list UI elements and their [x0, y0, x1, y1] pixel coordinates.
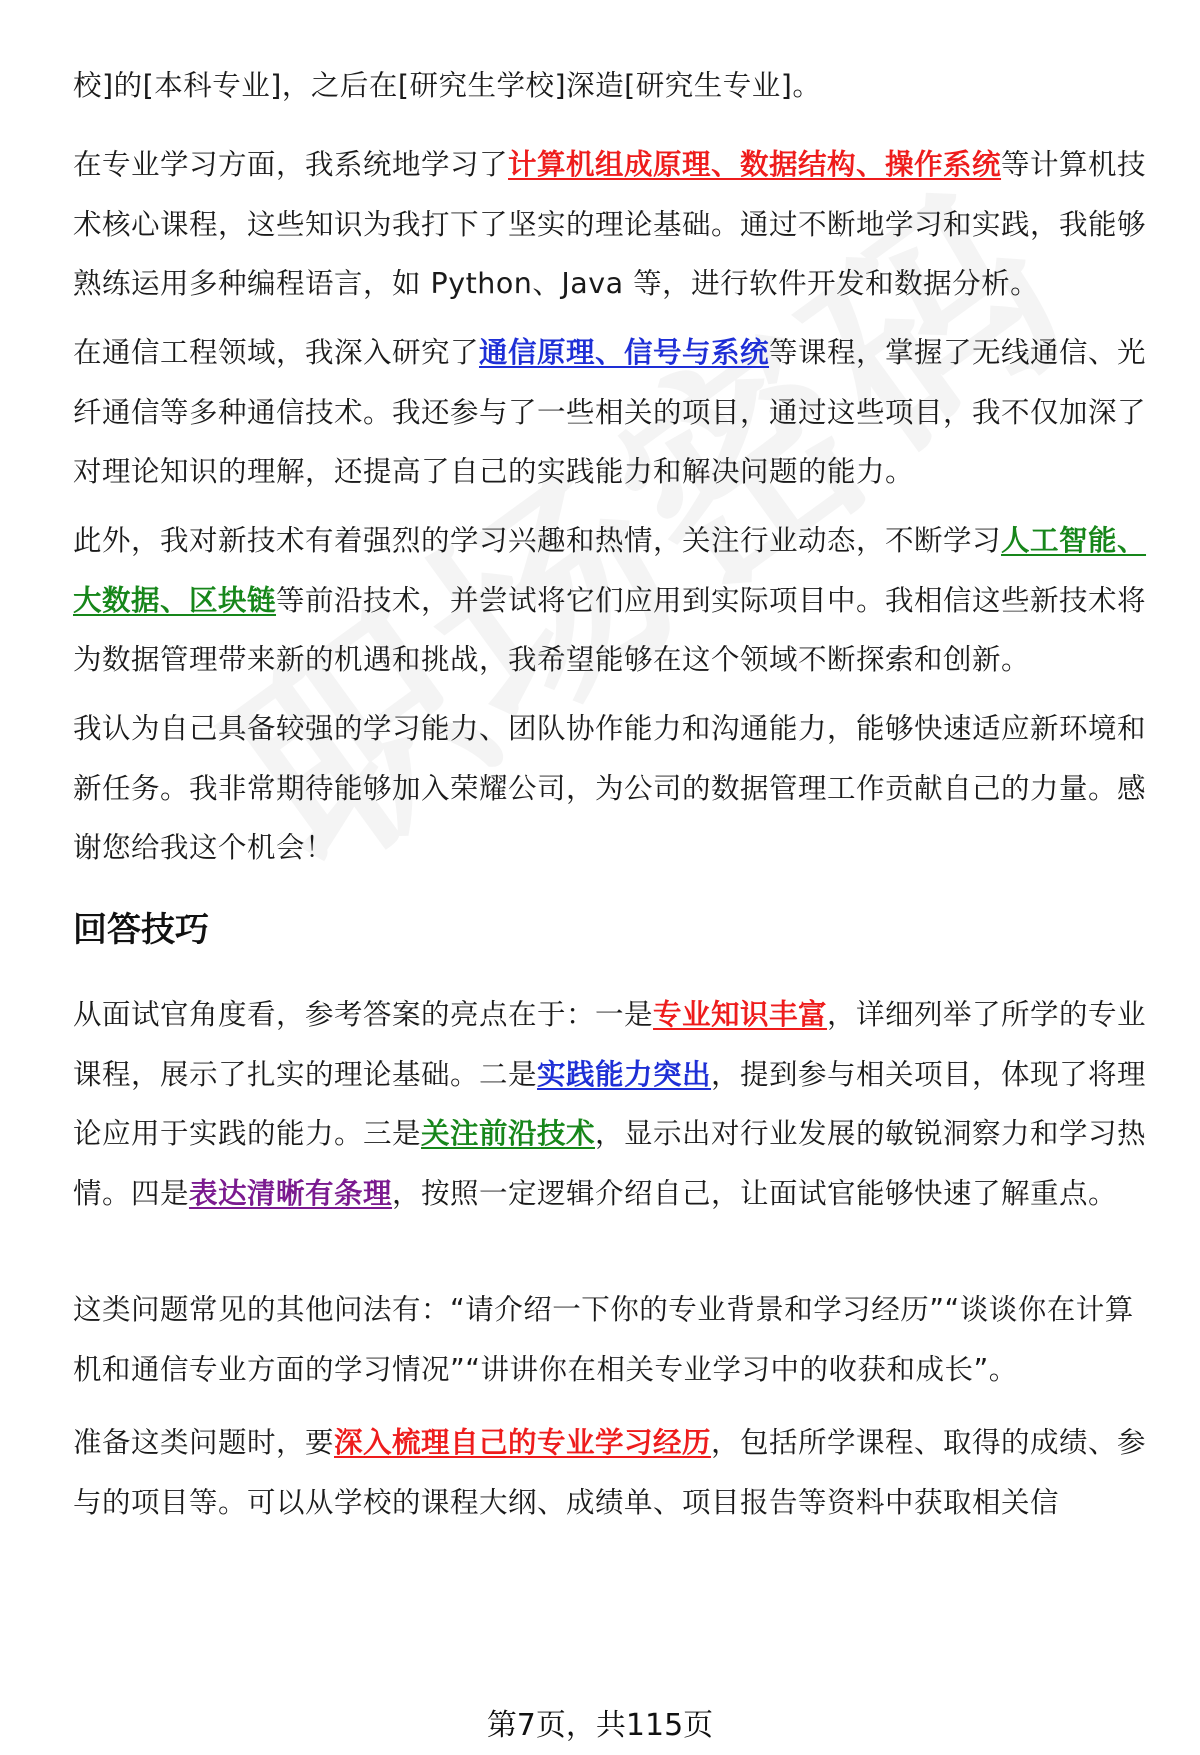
- paragraph-text: 等前沿技术，并尝试将它们应用到实际项目中。我相信这些新技术将为数据管理带来新的机遇和挑战，我希望能够在这个领域不断探索和创新。: [73, 583, 1147, 676]
- highlight-preparation: 深入梳理自己的专业学习经历: [334, 1426, 712, 1459]
- highlight-practice: 实践能力突出: [537, 1057, 712, 1091]
- highlight-knowledge: 专业知识丰富: [653, 998, 828, 1031]
- paragraph-text: ，显示出对行业发展的敏锐洞察力和学习热情。四是: [73, 1117, 1147, 1210]
- paragraph-self-assessment: [73, 699, 1148, 878]
- paragraph-text: ，提到参与相关项目，体现了将理论应用于实践的能力。三是: [73, 1057, 1147, 1150]
- paragraph-text: 等计算机技术核心课程，这些知识为我打下了坚实的理论基础。通过不断地学习和实践，我能够熟练运用多种编程语言，如 Python、Java 等，进行软件开发和数据分析。: [73, 148, 1147, 300]
- highlight-comm-courses: 通信原理、信号与系统: [479, 336, 770, 369]
- highlight-clarity: 表达清晰有条理: [189, 1176, 393, 1210]
- section-heading: [73, 902, 1148, 951]
- paragraph-other-questions: [73, 1280, 1148, 1399]
- paragraph-text: 从面试官角度看，参考答案的亮点在于：一是: [73, 998, 654, 1031]
- paragraph-text: 准备这类问题时，要: [73, 1426, 335, 1459]
- highlight-cs-courses: 计算机组成原理、数据结构、操作系统: [508, 148, 1002, 181]
- paragraph-text: 我认为自己具备较强的学习能力、团队协作能力和沟通能力，能够快速适应新环境和新任务。我非常期待能够加入荣耀公司，为公司的数据管理工作贡献自己的力量。感谢您给我这个机会！: [73, 712, 1147, 864]
- paragraph-text: ，按照一定逻辑介绍自己，让面试官能够快速了解重点。: [392, 1176, 1118, 1210]
- paragraph-text: ，包括所学课程、取得的成绩、参与的项目等。可以从学校的课程大纲、成绩单、项目报告等资料中获取相关信: [73, 1426, 1147, 1519]
- paragraph-highlights: [73, 985, 1148, 1223]
- paragraph-text: ，详细列举了所学的专业课程，展示了扎实的理论基础。二是: [73, 998, 1147, 1091]
- paragraph-text: 在专业学习方面，我系统地学习了: [73, 148, 509, 181]
- paragraph-text: 在通信工程领域，我深入研究了: [73, 336, 480, 369]
- paragraph-new-tech: [73, 511, 1148, 690]
- highlight-frontier-tech: 人工智能、大数据、区块链: [73, 524, 1147, 617]
- paragraph-text: 校]的[本科专业]，之后在[研究生学校]深造[研究生专业]。: [73, 69, 822, 102]
- paragraph-comm-engineering: [73, 323, 1148, 502]
- paragraph-education-end: [73, 56, 1148, 116]
- paragraph-cs-study: [73, 135, 1148, 314]
- paragraph-text: 等课程，掌握了无线通信、光纤通信等多种通信技术。我还参与了一些相关的项目，通过这些项目，我不仅加深了对理论知识的理解，还提高了自己的实践能力和解决问题的能力。: [73, 336, 1147, 488]
- page-footer: 第7页，共115页: [486, 1708, 714, 1743]
- paragraph-text: 这类问题常见的其他问法有：“请介绍一下你的专业背景和学习经历”“谈谈你在计算机和通信专业方面的学习情况”“讲讲你在相关专业学习中的收获和成长”。: [73, 1293, 1134, 1386]
- paragraph-preparation: [73, 1413, 1148, 1532]
- heading-answer-tips: 回答技巧: [73, 910, 209, 950]
- highlight-frontier: 关注前沿技术: [421, 1117, 596, 1150]
- paragraph-text: 此外，我对新技术有着强烈的学习兴趣和热情，关注行业动态，不断学习: [73, 524, 1002, 557]
